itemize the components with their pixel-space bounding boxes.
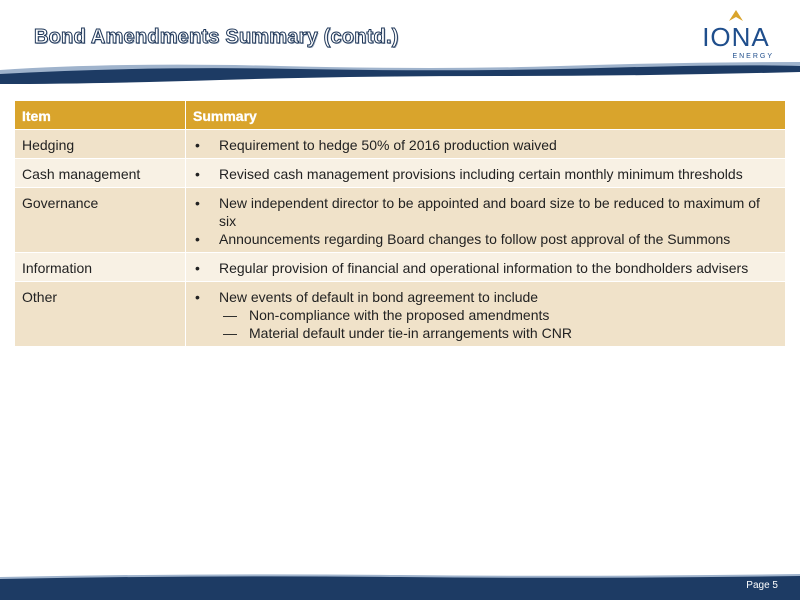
row-summary (186, 159, 786, 188)
row-item-label: Other (15, 282, 186, 347)
row-item-label: Governance (15, 188, 186, 253)
row-summary (186, 282, 786, 347)
summary-bullet: • Revised cash management provisions including certain monthly minimum thresholds (195, 166, 743, 182)
table-row-hedging (15, 130, 786, 159)
summary-bullet: • New events of default in bond agreement to include — Non-compliance with the proposed amendments — Material default under tie-in arrangements with CNR (193, 288, 779, 342)
bullet-text: New independent director to be appointed and board size to be reduced to maximum of six (219, 195, 760, 229)
table-row-other (15, 282, 786, 347)
header-wave-divider (0, 60, 800, 86)
table-row-cash-management (15, 159, 786, 188)
bullet-text: Requirement to hedge 50% of 2016 production waived (219, 137, 557, 153)
row-summary (186, 188, 786, 253)
bullet-text: Regular provision of financial and operational information to the bondholders advisers (219, 260, 749, 276)
page-number: Page 5 (746, 580, 778, 591)
row-item-label: Hedging (15, 130, 186, 159)
row-summary (186, 130, 786, 159)
row-item-label: Information (15, 253, 186, 282)
table-row-governance (15, 188, 786, 253)
summary-bullet: • Requirement to hedge 50% of 2016 production waived (195, 137, 557, 153)
summary-sub-bullet: — Material default under tie-in arrangements with CNR (223, 325, 572, 341)
table-header-row (15, 101, 786, 130)
bullet-text: Announcements regarding Board changes to follow post approval of the Summons (219, 231, 731, 247)
row-item-label: Cash management (15, 159, 186, 188)
table-row-information (15, 253, 786, 282)
summary-bullet: • Regular provision of financial and operational information to the bondholders advisers (195, 260, 749, 276)
slide-title: Bond Amendments Summary (contd.) (34, 26, 399, 48)
logo-wordmark: IONA (702, 22, 770, 52)
iona-energy-logo (694, 10, 778, 62)
footer-bar (0, 573, 800, 600)
summary-bullet: • New independent director to be appointed and board size to be reduced to maximum of six (195, 195, 760, 229)
sub-bullet-text: Non-compliance with the proposed amendments (249, 307, 550, 323)
column-header-summary: Summary (186, 101, 786, 130)
row-summary (186, 253, 786, 282)
summary-sub-bullet: — Non-compliance with the proposed amendments (223, 307, 550, 323)
bullet-text: New events of default in bond agreement to include (219, 289, 539, 305)
bond-amendments-table (14, 100, 786, 347)
bullet-text: Revised cash management provisions including certain monthly minimum thresholds (219, 166, 743, 182)
flame-icon (728, 10, 744, 22)
sub-bullet-text: Material default under tie-in arrangements with CNR (249, 325, 572, 341)
logo-subtitle: ENERGY (732, 53, 774, 60)
column-header-item: Item (15, 101, 186, 130)
summary-bullet: • Announcements regarding Board changes to follow post approval of the Summons (195, 231, 731, 247)
